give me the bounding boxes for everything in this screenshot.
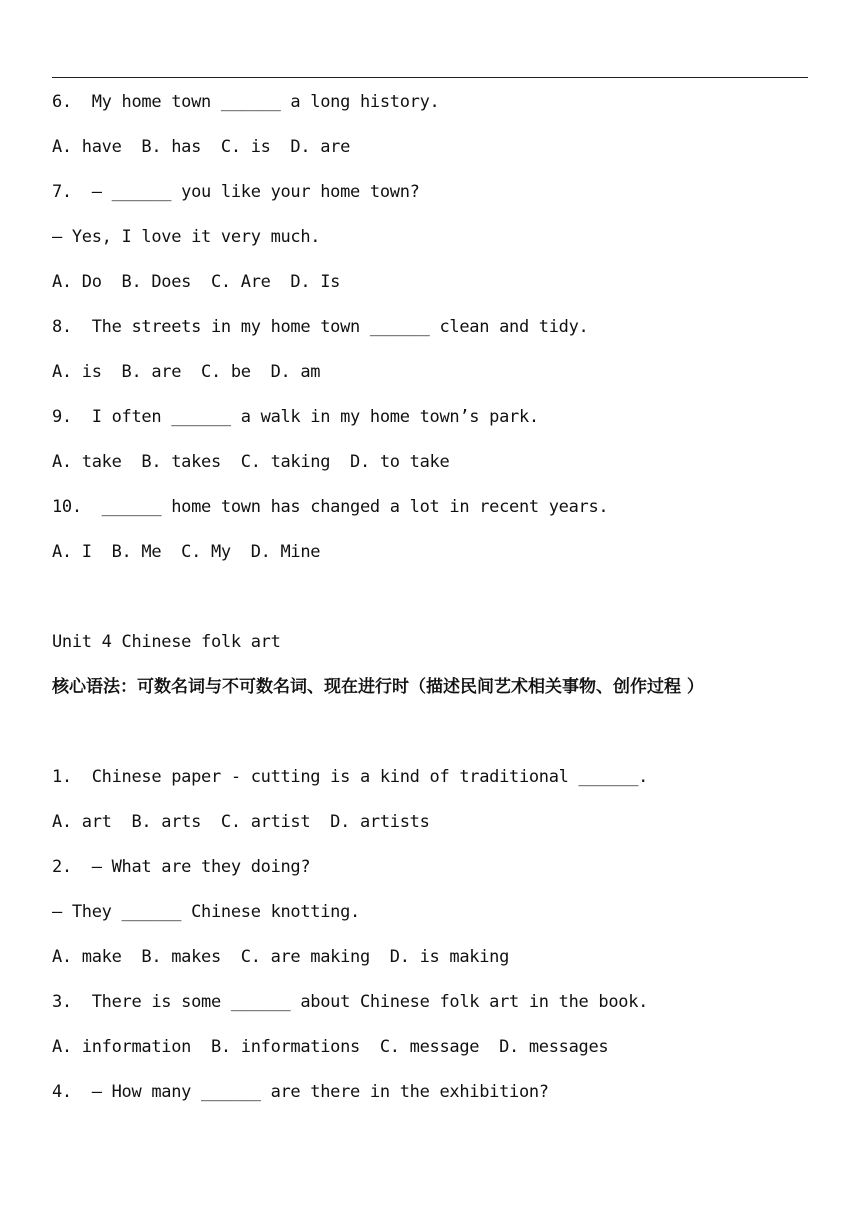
u4-question-3-options: A. information B. informations C. message D. messages: [52, 1037, 609, 1057]
u4-question-1-stem: 1. Chinese paper - cutting is a kind of traditional ______.: [52, 767, 649, 787]
question-10-options: A. I B. Me C. My D. Mine: [52, 542, 321, 562]
u4-question-2-options: A. make B. makes C. are making D. is making: [52, 947, 510, 967]
question-9-stem: 9. I often ______ a walk in my home town’s park.: [52, 407, 539, 427]
question-8-options: A. is B. are C. be D. am: [52, 362, 321, 382]
unit-4-grammar-note: 核心语法：可数名词与不可数名词、现在进行时（描述民间艺术相关事物、创作过程 ）: [52, 677, 704, 697]
u4-question-2-reply: — They ______ Chinese knotting.: [52, 902, 360, 922]
question-7-reply: — Yes, I love it very much.: [52, 227, 321, 247]
question-7-stem: 7. — ______ you like your home town?: [52, 182, 420, 202]
question-8-stem: 8. The streets in my home town ______ clean and tidy.: [52, 317, 589, 337]
u4-question-3-stem: 3. There is some ______ about Chinese folk art in the book.: [52, 992, 649, 1012]
question-6-options: A. have B. has C. is D. are: [52, 137, 351, 157]
question-7-options: A. Do B. Does C. Are D. Is: [52, 272, 341, 292]
question-9-options: A. take B. takes C. taking D. to take: [52, 452, 450, 472]
u4-question-1-options: A. art B. arts C. artist D. artists: [52, 812, 430, 832]
u4-question-4-stem: 4. — How many ______ are there in the exhibition?: [52, 1082, 549, 1102]
u4-question-2-stem: 2. — What are they doing?: [52, 857, 311, 877]
question-6-stem: 6. My home town ______ a long history.: [52, 92, 440, 112]
question-10-stem: 10. ______ home town has changed a lot in recent years.: [52, 497, 609, 517]
unit-4-title: Unit 4 Chinese folk art: [52, 632, 281, 652]
header-rule: [52, 77, 808, 78]
